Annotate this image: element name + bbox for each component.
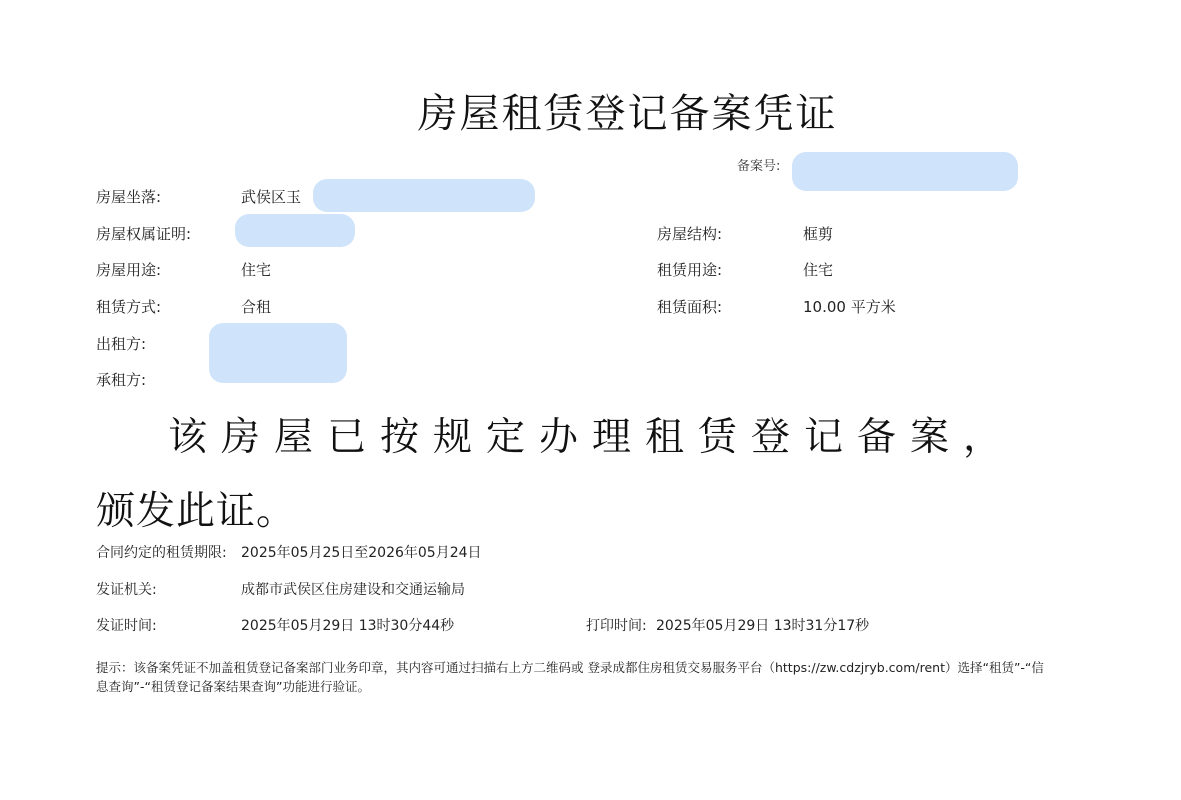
location-value: 武侯区玉 (241, 188, 302, 206)
structure-label: 房屋结构: (657, 225, 723, 243)
ownership-redaction (235, 214, 355, 247)
location-label: 房屋坐落: (96, 188, 162, 206)
ownership-label: 房屋权属证明: (96, 225, 192, 243)
period-label: 合同约定的租赁期限: (96, 545, 227, 561)
print-time-value: 2025年05月29日 13时31分17秒 (656, 618, 870, 634)
period-value: 2025年05月25日至2026年05月24日 (241, 545, 482, 561)
lease-use-label: 租赁用途: (657, 261, 723, 279)
lease-area-label: 租赁面积: (657, 298, 723, 316)
statement-line-1: 该房屋已按规定办理租赁登记备案， (168, 415, 1017, 460)
verification-tip: 提示：该备案凭证不加盖租赁登记备案部门业务印章，其内容可通过扫描右上方二维码或 登录成都住房租赁交易服务平台（https://zw.cdzjryb.com/rent）选择“租赁”-“信息查询”-“租赁登记备案结果查询”功能进行验证。 (96, 660, 1044, 694)
lessee-label: 承租方: (96, 371, 147, 389)
issuer-label: 发证机关: (96, 582, 157, 598)
lease-area-value: 10.00 平方米 (803, 298, 896, 316)
lessor-label: 出租方: (96, 335, 147, 353)
issuer-value: 成都市武侯区住房建设和交通运输局 (241, 582, 465, 598)
issue-time-value: 2025年05月29日 13时30分44秒 (241, 618, 455, 634)
record-no-label: 备案号: (737, 159, 781, 174)
issue-time-label: 发证时间: (96, 618, 157, 634)
location-redaction (313, 179, 535, 212)
lease-mode-value: 合租 (241, 298, 272, 316)
structure-value: 框剪 (803, 225, 834, 243)
certificate-title: 房屋租赁登记备案凭证 (417, 91, 838, 137)
print-time-label: 打印时间: (586, 618, 647, 634)
parties-redaction (209, 323, 347, 383)
lease-use-value: 住宅 (803, 261, 834, 279)
record-no-redaction (792, 152, 1018, 191)
lease-mode-label: 租赁方式: (96, 298, 162, 316)
use-value: 住宅 (241, 261, 272, 279)
statement-line-2: 颁发此证。 (96, 489, 297, 534)
use-label: 房屋用途: (96, 261, 162, 279)
